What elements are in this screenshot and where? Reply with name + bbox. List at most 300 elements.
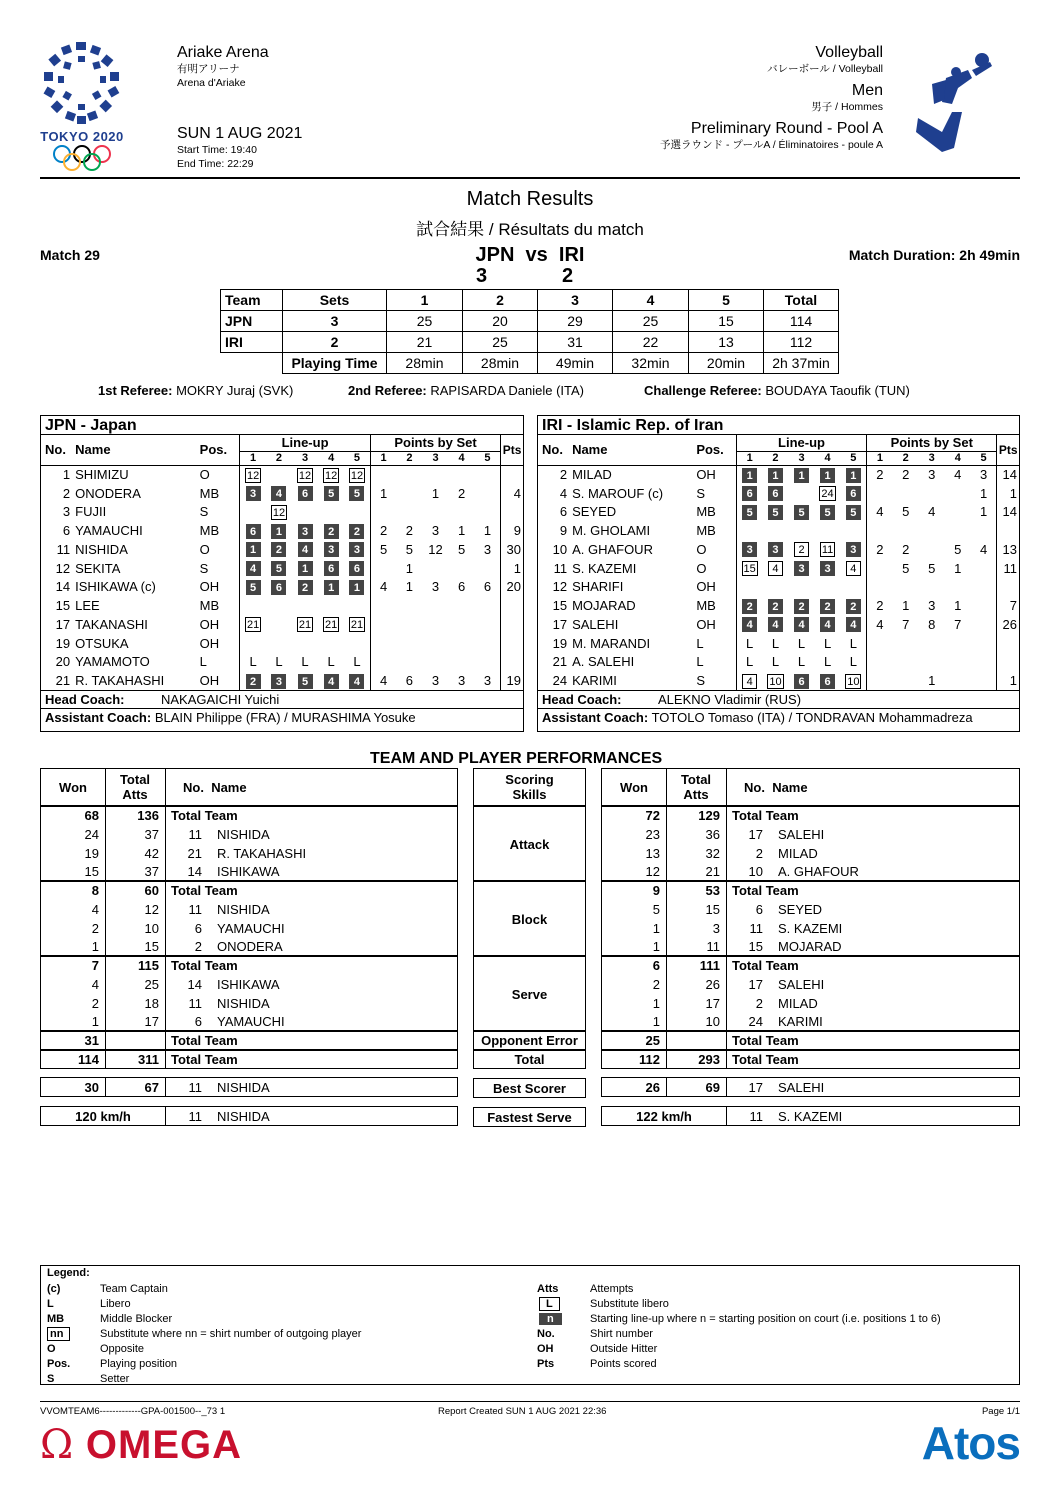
set-col: 4 <box>328 452 335 464</box>
set-points <box>370 615 396 634</box>
lineup-start: 4 <box>298 542 313 557</box>
lineup-start: 2 <box>271 542 286 557</box>
hdr-set1: 1 <box>387 290 463 311</box>
set-points: 1 <box>431 485 440 501</box>
lineup-cell <box>344 615 370 634</box>
perf-no: 10 <box>748 864 763 880</box>
lineup-start: 2 <box>298 580 313 595</box>
tokyo-2020-text: TOKYO 2020 <box>40 129 124 144</box>
lineup-start: 5 <box>768 505 783 520</box>
lineup-start: 2 <box>846 599 861 614</box>
set-col: 5 <box>850 452 857 464</box>
lineup-cell <box>266 634 292 653</box>
set-points <box>867 578 893 597</box>
set-points <box>475 596 501 615</box>
player-name: ISHIKAWA (c) <box>75 579 156 595</box>
player-pos: S <box>199 504 209 520</box>
lineup-cell <box>266 484 292 503</box>
lineup-start: 3 <box>794 561 809 576</box>
player-no: 21 <box>552 654 568 670</box>
lineup-libero: L <box>849 635 857 651</box>
lineup-cell <box>292 596 318 615</box>
cell: 2h 37min <box>764 353 839 374</box>
lineup-cell <box>266 503 292 522</box>
player-no: 4 <box>559 485 568 501</box>
fastest-serve-row <box>40 1106 458 1126</box>
cell: 21 <box>387 332 463 353</box>
lineup-cell <box>736 559 762 578</box>
player-no: 11 <box>56 541 71 557</box>
player-row <box>41 540 523 559</box>
player-name: MILAD <box>572 465 696 484</box>
player-row <box>41 653 523 672</box>
lineup-start: 5 <box>794 505 809 520</box>
lineup-cell <box>841 521 867 540</box>
set-points <box>971 578 997 597</box>
player-pos: S <box>696 673 705 689</box>
lineup-start: 6 <box>246 524 261 539</box>
lineup-libero: L <box>746 635 754 651</box>
player-pos: OH <box>199 616 220 632</box>
perf-name: Total Team <box>732 808 799 823</box>
set-points <box>945 503 971 522</box>
lineup-start: 5 <box>349 486 364 501</box>
lineup-sub: 10 <box>847 675 860 688</box>
legend-desc: Attempts <box>590 1283 634 1295</box>
legend-item <box>47 1297 527 1312</box>
perf-row <box>602 863 1019 882</box>
set-points <box>422 465 448 484</box>
player-name: ONODERA <box>75 485 141 501</box>
lineup-cell <box>266 465 292 484</box>
legend-item <box>537 1342 1017 1357</box>
challenge-referee <box>644 383 910 398</box>
legend-key: MB <box>47 1313 65 1325</box>
lineup-start: 6 <box>794 674 809 689</box>
lineup-cell <box>318 503 344 522</box>
venue-block <box>177 44 269 90</box>
cell: 31 <box>538 332 613 353</box>
player-name: OTSUKA <box>75 635 129 651</box>
perf-row <box>602 807 1019 826</box>
set-points <box>396 503 422 522</box>
fast-name: NISHIDA <box>217 1109 270 1124</box>
perf-atts: 311 <box>138 1051 159 1067</box>
player-pts <box>997 653 1019 672</box>
lineup-sub: 21 <box>246 619 260 632</box>
set-points <box>422 653 448 672</box>
player-name: TAKANASHI <box>75 616 148 632</box>
omega-icon: Ω <box>40 1422 74 1468</box>
lineup-cell <box>736 521 762 540</box>
roster-iri <box>537 415 1020 732</box>
set-col: 1 <box>240 451 266 465</box>
player-row <box>41 634 523 653</box>
lineup-cell <box>788 634 814 653</box>
legend-desc: Team Captain <box>100 1283 168 1295</box>
lineup-cell <box>762 521 788 540</box>
lineup-cell <box>344 634 370 653</box>
player-no: 2 <box>538 465 572 484</box>
perf-row <box>41 920 457 939</box>
set-col: 1 <box>736 451 762 465</box>
lineup-cell <box>841 559 867 578</box>
lineup-cell <box>788 596 814 615</box>
player-pts: 7 <box>997 596 1019 615</box>
lineup-sub: 15 <box>743 563 756 576</box>
set-points <box>475 653 501 672</box>
cell: 15 <box>689 311 764 332</box>
emblem-icon <box>40 40 124 128</box>
lineup-cell <box>788 540 814 559</box>
fast-name: S. KAZEMI <box>778 1109 843 1124</box>
end-time: End Time: 22:29 <box>177 158 254 170</box>
hdr-name: Name <box>772 780 808 795</box>
lineup-cell <box>762 596 788 615</box>
page-subtitle: 試合結果 / Résultats du match <box>416 220 644 239</box>
omega-logo <box>40 1420 242 1470</box>
skills-header <box>473 768 586 806</box>
set-points <box>370 465 396 484</box>
player-pos: OH <box>696 579 716 595</box>
lineup-start: 5 <box>298 674 313 689</box>
col-pos: Pos. <box>696 442 724 458</box>
set-points <box>867 671 893 690</box>
perf-atts: 115 <box>138 958 159 973</box>
referees <box>98 383 293 398</box>
player-no: 1 <box>41 465 75 484</box>
set-points <box>475 465 501 484</box>
perf-won: 112 <box>639 1051 660 1067</box>
lineup-cell <box>240 653 266 672</box>
perf-group <box>40 881 458 956</box>
cell: 2 <box>283 332 387 353</box>
perf-won: 1 <box>652 920 660 936</box>
lineup-start: 1 <box>324 580 339 595</box>
perf-won: 19 <box>84 845 99 861</box>
perf-row <box>602 957 1019 976</box>
lineup-start: 3 <box>324 542 339 557</box>
hdr-team: Team <box>221 290 283 311</box>
perf-row <box>41 807 457 826</box>
lineup-start: 1 <box>298 561 313 576</box>
lineup-cell <box>841 540 867 559</box>
perf-atts: 37 <box>144 826 159 842</box>
set-points: 1 <box>483 523 492 539</box>
footer-rule <box>40 1401 1020 1402</box>
perf-atts: 293 <box>698 1051 720 1067</box>
legend-desc: Libero <box>100 1298 131 1310</box>
perf-name: YAMAUCHI <box>217 920 285 936</box>
player-row <box>538 615 1019 634</box>
perf-no: 6 <box>194 1014 202 1030</box>
set-points <box>919 484 945 503</box>
player-no: 12 <box>552 579 568 595</box>
set-points <box>919 653 945 672</box>
cell: 25 <box>387 311 463 332</box>
cell: 29 <box>538 311 613 332</box>
set-points: 4 <box>945 465 971 484</box>
player-pos: O <box>696 560 707 576</box>
player-pts <box>501 465 523 484</box>
legend-desc: Middle Blocker <box>100 1313 173 1325</box>
perf-name: R. TAKAHASHI <box>217 845 307 861</box>
player-name: R. TAKAHASHI <box>75 673 165 689</box>
lineup-libero: L <box>301 654 309 670</box>
player-name: A. GHAFOUR <box>572 541 653 557</box>
lineup-start: 2 <box>820 599 835 614</box>
perf-summary-row <box>40 1031 458 1050</box>
perf-row <box>602 1013 1019 1032</box>
perf-atts: 10 <box>705 1014 720 1030</box>
legend <box>40 1265 1020 1385</box>
footer-code: VVOMTEAM6-------------GPA-001500--_73 1 <box>40 1406 226 1417</box>
player-no: 19 <box>552 635 568 651</box>
perf-atts: 21 <box>705 864 720 880</box>
tokyo-logo <box>40 40 124 168</box>
perf-atts: 17 <box>705 995 720 1011</box>
player-name: SHIMIZU <box>75 465 200 484</box>
col-pos: Pos. <box>199 442 228 458</box>
olympic-rings-icon <box>40 144 124 172</box>
player-pos: MB <box>696 523 716 539</box>
ref1-label: 1st Referee: <box>98 383 173 398</box>
lineup-start: 2 <box>324 524 339 539</box>
legend-item <box>537 1282 1017 1297</box>
set-col: 1 <box>370 451 396 465</box>
lineup-start: 5 <box>271 561 286 576</box>
best-atts: 69 <box>705 1080 720 1095</box>
set-points: 5 <box>370 540 396 559</box>
lineup-cell <box>815 540 841 559</box>
playing-time-label: Playing Time <box>283 353 387 374</box>
perf-atts: 37 <box>144 864 159 880</box>
legend-key: Pos. <box>47 1358 71 1370</box>
omega-text: OMEGA <box>85 1423 243 1467</box>
perf-group <box>601 881 1020 956</box>
legend-desc: Playing position <box>100 1358 178 1370</box>
perf-header-iri <box>601 768 1020 806</box>
player-pos: MB <box>696 598 716 614</box>
perf-atts: 3 <box>712 920 720 936</box>
hdr-total-atts <box>666 772 726 802</box>
lineup-cell <box>266 653 292 672</box>
lineup-cell <box>788 653 814 672</box>
set-points: 4 <box>370 671 396 690</box>
player-name: MOJARAD <box>572 598 636 614</box>
player-pos: L <box>696 635 704 651</box>
lineup-cell <box>344 671 370 690</box>
col-name: Name <box>75 442 111 458</box>
perf-name: NISHIDA <box>217 995 270 1011</box>
perf-name: MILAD <box>778 845 818 861</box>
lineup-cell <box>736 465 762 484</box>
player-no: 10 <box>552 541 568 557</box>
player-pos: OH <box>696 616 716 632</box>
legend-desc: Starting line-up where n = starting position on court (i.e. positions 1 to 6) <box>590 1313 941 1325</box>
perf-name: SEYED <box>778 901 823 917</box>
set-points <box>475 634 501 653</box>
match-teams: JPN vs IRI <box>475 244 585 266</box>
perf-atts: 11 <box>706 939 720 955</box>
set-points: 3 <box>919 465 945 484</box>
col-name: Name <box>572 442 608 458</box>
set-points <box>396 465 422 484</box>
player-pts: 20 <box>501 578 523 597</box>
set-points <box>971 671 997 690</box>
perf-row <box>602 826 1019 845</box>
lineup-libero: L <box>746 654 754 670</box>
lineup-start: 4 <box>846 617 861 632</box>
sets-row-iri <box>221 332 839 353</box>
player-pts <box>997 521 1019 540</box>
set-points: 2 <box>867 596 893 615</box>
lineup-cell <box>736 671 762 690</box>
perf-row <box>41 882 457 901</box>
perf-no: 15 <box>748 939 763 955</box>
set-points: 1 <box>902 598 910 614</box>
lineup-start: 1 <box>794 468 809 483</box>
lineup-cell <box>788 578 814 597</box>
lineup-cell <box>318 521 344 540</box>
set-points <box>475 484 501 503</box>
col-no: No. <box>45 442 66 458</box>
player-name: SEYED <box>572 504 617 520</box>
best-name: NISHIDA <box>217 1080 270 1095</box>
lineup-start: 6 <box>298 486 313 501</box>
lineup-cell <box>318 634 344 653</box>
set-points <box>919 578 945 597</box>
ref1: MOKRY Juraj (SVK) <box>176 383 294 398</box>
lineup-sub: 12 <box>298 469 312 482</box>
lineup-libero: L <box>823 635 832 651</box>
perf-won: 25 <box>645 1033 660 1048</box>
perf-row <box>602 995 1019 1014</box>
lineup-cell <box>318 615 344 634</box>
perf-won: 72 <box>645 808 660 823</box>
lineup-cell <box>292 484 318 503</box>
lineup-start: 4 <box>324 674 339 689</box>
lineup-cell <box>788 615 814 634</box>
perf-name: Total Team <box>171 1051 238 1067</box>
player-row <box>538 671 1019 690</box>
legend-desc: Substitute libero <box>590 1298 669 1310</box>
hdr-set3: 3 <box>538 290 613 311</box>
perf-row <box>41 957 457 976</box>
perf-group <box>40 806 458 881</box>
set-points <box>919 540 945 559</box>
set-col: 3 <box>432 452 439 464</box>
perf-row <box>41 901 457 920</box>
hdr-skill: Scoring <box>505 772 554 787</box>
player-no: 14 <box>55 579 71 595</box>
skill-total: Total <box>473 1050 586 1069</box>
lineup-start: 6 <box>846 486 861 501</box>
lineup-cell <box>762 503 788 522</box>
col-pts: Pts <box>501 435 523 465</box>
player-pts: 9 <box>501 521 523 540</box>
cell: 13 <box>689 332 764 353</box>
roster-title: JPN - Japan <box>41 416 523 435</box>
lineup-cell <box>344 559 370 578</box>
set-points <box>422 596 448 615</box>
player-row <box>538 503 1019 522</box>
hdr-no-name <box>183 780 247 795</box>
lineup-cell <box>762 653 788 672</box>
set-points: 2 <box>457 485 466 501</box>
hdr-name: Name <box>211 780 247 795</box>
perf-atts: 26 <box>705 976 720 992</box>
player-no: 21 <box>55 673 71 689</box>
asst-coach-name: TOTOLO Tomaso (ITA) / TONDRAVAN Mohammadreza <box>651 710 973 725</box>
lineup-cell <box>266 596 292 615</box>
cell: 20 <box>463 311 538 332</box>
lineup-cell <box>762 465 788 484</box>
lineup-cell <box>240 596 266 615</box>
perf-name: Total Team <box>732 1051 799 1067</box>
hdr-total: Total <box>680 772 712 787</box>
player-pts: 13 <box>997 540 1019 559</box>
player-name: SALEHI <box>572 616 619 632</box>
lineup-start: 4 <box>742 617 757 632</box>
player-name: KARIMI <box>572 673 617 689</box>
lineup-cell <box>736 503 762 522</box>
player-name: LEE <box>75 598 100 614</box>
cell: 28min <box>387 353 463 374</box>
lineup-start: 5 <box>742 505 757 520</box>
perf-won: 1 <box>91 939 99 955</box>
perf-row <box>602 976 1019 995</box>
match-duration: Match Duration: 2h 49min <box>848 247 1020 263</box>
lineup-start: 4 <box>794 617 809 632</box>
lineup-cell <box>736 634 762 653</box>
perf-name: Total Team <box>171 808 238 823</box>
set-col: 4 <box>954 452 961 464</box>
hdr-no-name <box>744 780 808 795</box>
gender-sub: 男子 / Hommes <box>811 101 883 113</box>
perf-no: 24 <box>748 1014 763 1030</box>
lineup-cell <box>841 671 867 690</box>
player-no: 15 <box>552 598 568 614</box>
lineup-cell <box>240 521 266 540</box>
lineup-cell <box>240 540 266 559</box>
lineup-start: 3 <box>742 542 757 557</box>
lineup-cell <box>815 615 841 634</box>
set-points <box>449 634 475 653</box>
perf-name: Total Team <box>171 883 238 898</box>
perf-row <box>41 863 457 882</box>
hdr-set2: 2 <box>463 290 538 311</box>
lineup-cell <box>266 540 292 559</box>
match-date: SUN 1 AUG 2021 <box>177 125 303 142</box>
lineup-cell <box>240 671 266 690</box>
ref2: RAPISARDA Daniele (ITA) <box>430 383 585 398</box>
perf-no: 14 <box>187 864 202 880</box>
hdr-set5: 5 <box>689 290 764 311</box>
head-coach-label: Head Coach: <box>45 692 125 707</box>
perf-won: 1 <box>652 995 660 1011</box>
perf-won: 6 <box>652 958 660 973</box>
lineup-cell <box>318 578 344 597</box>
perf-summary-row <box>601 1050 1020 1069</box>
lineup-start: 1 <box>349 580 364 595</box>
lineup-start: 2 <box>794 599 809 614</box>
set-col: 4 <box>458 452 465 464</box>
cell: IRI <box>221 332 283 353</box>
lineup-cell <box>815 465 841 484</box>
set-points <box>370 653 396 672</box>
legend-key: L <box>47 1298 54 1310</box>
